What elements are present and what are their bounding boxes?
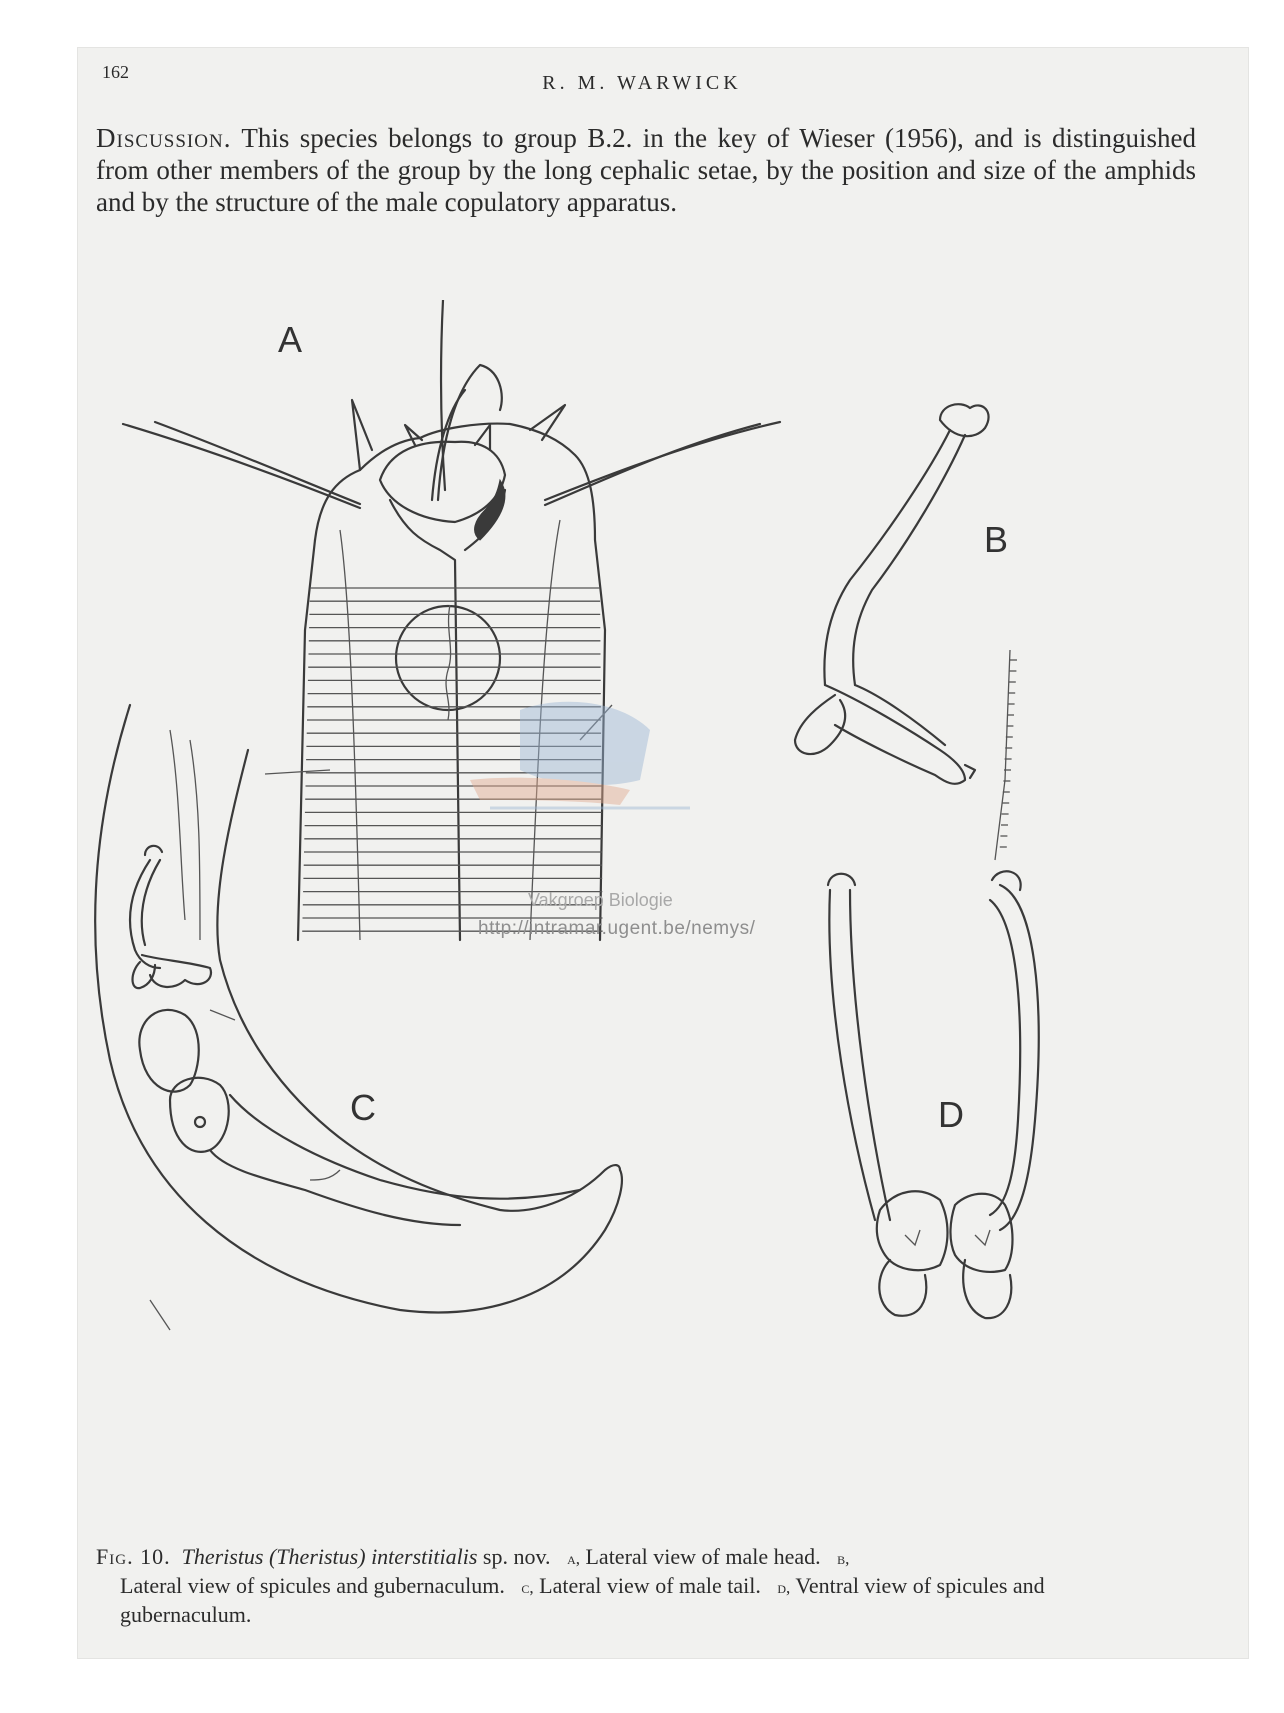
- running-head-author: R. M. WARWICK: [542, 72, 742, 94]
- watermark-text: Vakgroep Biologie: [528, 890, 673, 910]
- discussion-paragraph: [96, 122, 1196, 218]
- watermark-url: http://intramar.ugent.be/nemys/: [478, 918, 756, 939]
- page-number: 162: [102, 62, 129, 82]
- caption-item-b-text: Lateral view of spicules and gubernaculum.: [120, 1573, 505, 1598]
- caption-suffix: sp. nov.: [482, 1544, 551, 1569]
- caption-item-d-text: Ventral view of spicules and gubernaculum.: [120, 1573, 1045, 1627]
- caption-genus: Theristus: [181, 1544, 264, 1569]
- caption-item-c-letter: c,: [521, 1578, 534, 1597]
- caption-item-a-letter: a,: [567, 1549, 580, 1568]
- caption-item-d-letter: d,: [777, 1578, 791, 1597]
- panel-d-spicules-drawing: [828, 871, 1039, 1318]
- panel-label-b: B: [984, 519, 1009, 560]
- caption-item-a-text: Lateral view of male head.: [585, 1544, 821, 1569]
- panel-a-head-drawing: [123, 300, 780, 940]
- discussion-label: Discussion.: [96, 123, 232, 153]
- caption-subgenus: (Theristus): [269, 1544, 366, 1569]
- discussion-text: This species belongs to group B.2. in the key of Wieser (1956), and is distinguished from other members of the group by the long cephalic setae, by the position and size of the amphids and by the structure of the male copulatory apparatus.: [96, 123, 1196, 217]
- panel-label-a: A: [278, 319, 303, 360]
- panel-b-spicules-drawing: [795, 404, 1017, 860]
- panel-label-c: C: [350, 1087, 376, 1128]
- caption-species: interstitialis: [371, 1544, 478, 1569]
- figure-10: [60, 300, 1260, 1500]
- figure-caption: [96, 1543, 1176, 1628]
- watermark-logo: [470, 702, 690, 808]
- panel-label-d: D: [938, 1094, 964, 1135]
- caption-item-c-text: Lateral view of male tail.: [539, 1573, 761, 1598]
- caption-item-b-letter: b,: [837, 1549, 850, 1568]
- caption-fig-label: Fig. 10.: [96, 1544, 171, 1569]
